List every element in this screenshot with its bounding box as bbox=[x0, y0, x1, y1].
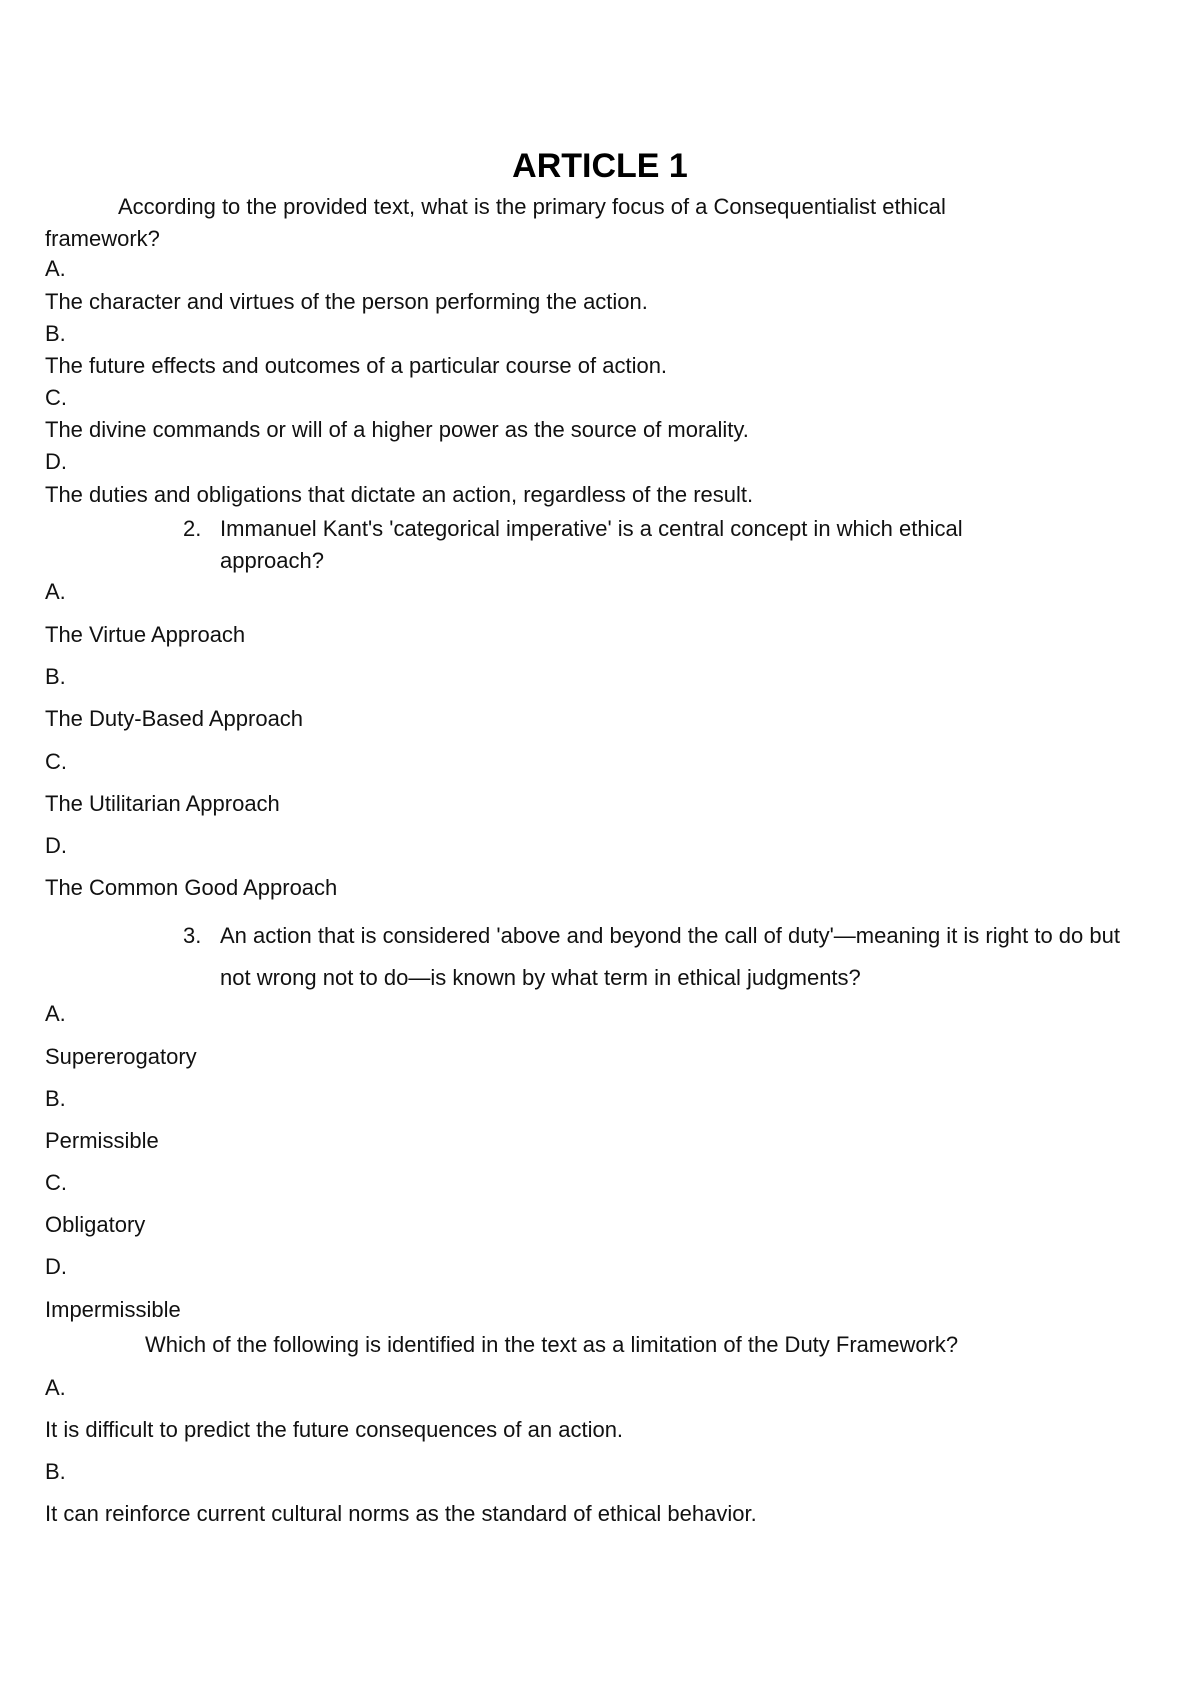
q2-option-d-text: The Common Good Approach bbox=[45, 875, 338, 900]
q3-option-c-letter: C. bbox=[45, 1170, 67, 1195]
q1-option-d-letter: D. bbox=[45, 449, 67, 474]
q1-option-c-text: The divine commands or will of a higher power as the source of morality. bbox=[45, 417, 749, 442]
q3-option-d-letter: D. bbox=[45, 1254, 67, 1279]
q1-option-a-text: The character and virtues of the person performing the action. bbox=[45, 289, 648, 314]
question-1 bbox=[45, 191, 1055, 255]
q1-option-d-text: The duties and obligations that dictate an action, regardless of the result. bbox=[45, 482, 754, 507]
q2-option-d-letter: D. bbox=[45, 833, 67, 858]
q1-option-a-letter: A. bbox=[45, 256, 66, 281]
question-4-text: Which of the following is identified in the text as a limitation of the Duty Framework? bbox=[145, 1332, 959, 1357]
q1-option-c-letter: C. bbox=[45, 385, 67, 410]
q4-option-b-letter: B. bbox=[45, 1459, 66, 1484]
q3-option-c-text: Obligatory bbox=[45, 1212, 146, 1237]
q3-option-a-text: Supererogatory bbox=[45, 1044, 197, 1069]
question-2-text: Immanuel Kant's 'categorical imperative' is a central concept in which ethical approach? bbox=[220, 516, 963, 573]
page-title: ARTICLE 1 bbox=[512, 147, 688, 185]
q2-option-c-letter: C. bbox=[45, 749, 67, 774]
q3-option-b-letter: B. bbox=[45, 1086, 66, 1111]
question-3-number: 3. bbox=[183, 923, 202, 948]
q4-option-a-text: It is difficult to predict the future consequences of an action. bbox=[45, 1417, 624, 1442]
q1-option-b-text: The future effects and outcomes of a particular course of action. bbox=[45, 353, 668, 378]
question-2 bbox=[183, 513, 1070, 577]
q3-option-b-text: Permissible bbox=[45, 1128, 159, 1153]
question-2-number: 2. bbox=[183, 516, 202, 541]
question-3-text: An action that is considered 'above and beyond the call of duty'—meaning it is right to do but not wrong not to do—is known by what term in ethical judgments? bbox=[220, 923, 1120, 990]
q3-option-a-letter: A. bbox=[45, 1001, 66, 1026]
q4-option-b-text: It can reinforce current cultural norms as the standard of ethical behavior. bbox=[45, 1501, 757, 1526]
q2-option-b-text: The Duty-Based Approach bbox=[45, 706, 304, 731]
q2-option-c-text: The Utilitarian Approach bbox=[45, 791, 280, 816]
q2-option-b-letter: B. bbox=[45, 664, 66, 689]
q1-option-b-letter: B. bbox=[45, 321, 66, 346]
question-1-text: According to the provided text, what is the primary focus of a Consequentialist ethical framework? bbox=[45, 194, 946, 251]
question-3 bbox=[183, 915, 1140, 999]
q3-option-d-text: Impermissible bbox=[45, 1297, 181, 1322]
q2-option-a-letter: A. bbox=[45, 579, 66, 604]
q4-option-a-letter: A. bbox=[45, 1375, 66, 1400]
q2-option-a-text: The Virtue Approach bbox=[45, 622, 246, 647]
